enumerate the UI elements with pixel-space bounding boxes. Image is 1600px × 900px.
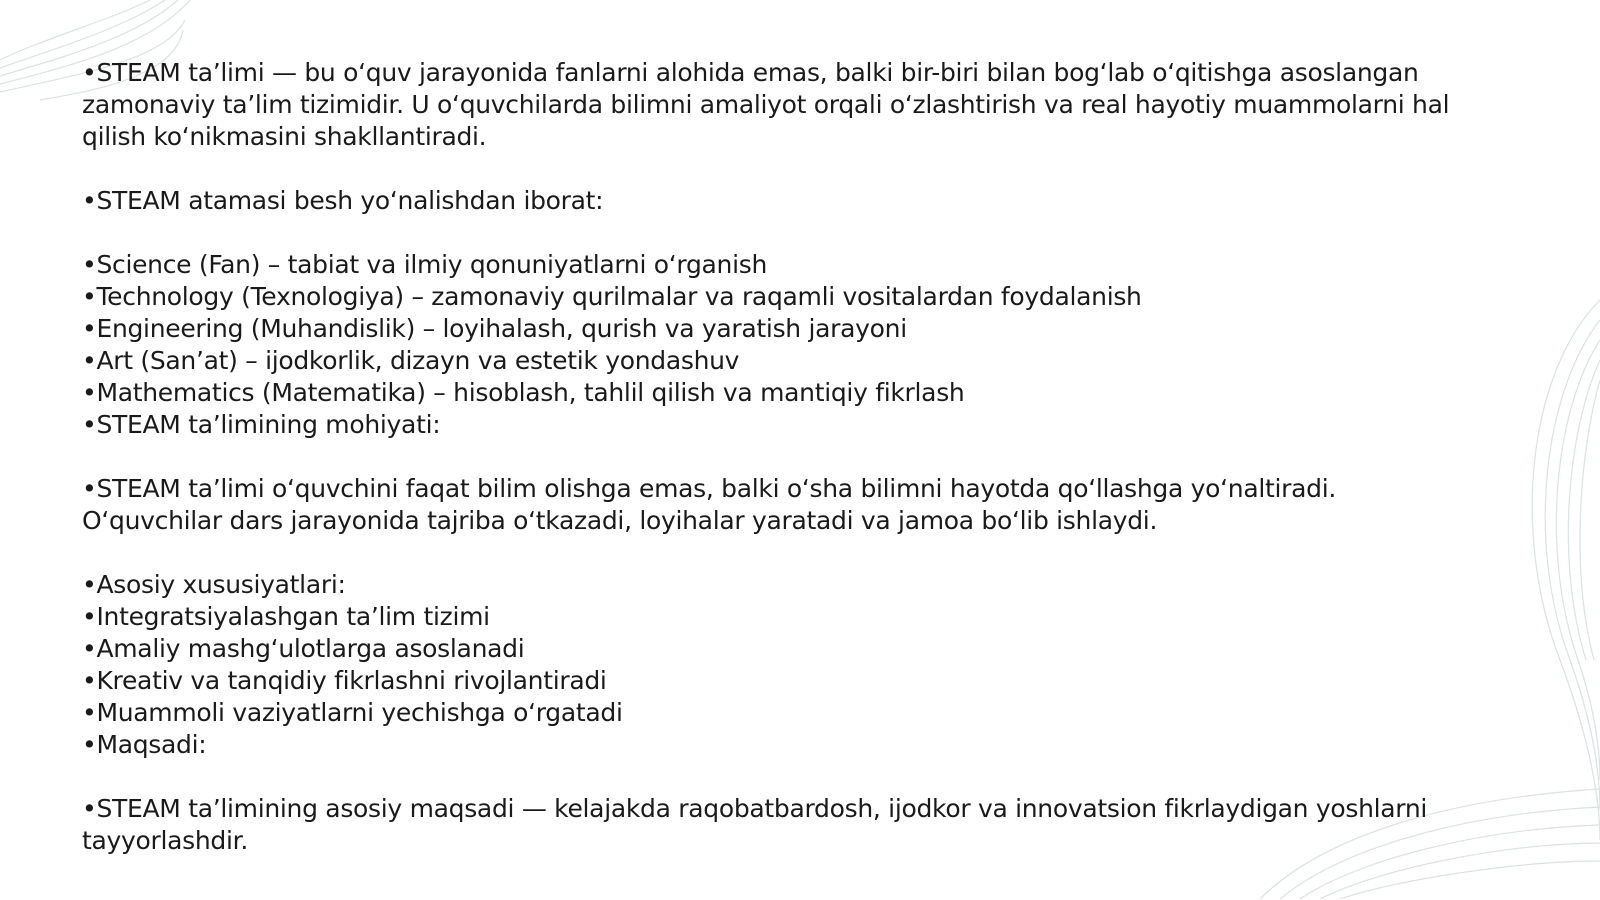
list-item: •Amaliy mashg‘ulotlarga asoslanadi [82, 634, 525, 663]
list-item: •Mathematics (Matematika) – hisoblash, tahlil qilish va mantiqiy fikrlash [82, 378, 965, 407]
essence-heading: •STEAM ta’limining mohiyati: [82, 410, 441, 439]
spacer [82, 217, 1522, 249]
goal-paragraph: •STEAM ta’limining asosiy maqsadi — kelajakda raqobatbardosh, ijodkor va innovatsion fikrlaydigan yoshlarni tayyorlashdir. [82, 794, 1428, 855]
components-heading: •STEAM atamasi besh yo‘nalishdan iborat: [82, 186, 604, 215]
features-heading: •Asosiy xususiyatlari: [82, 570, 346, 599]
list-item: •Science (Fan) – tabiat va ilmiy qonuniyatlarni o‘rganish [82, 250, 767, 279]
spacer [82, 761, 1522, 793]
list-item: •Engineering (Muhandislik) – loyihalash, qurish va yaratish jarayoni [82, 314, 907, 343]
spacer [82, 537, 1522, 569]
list-item: •Technology (Texnologiya) – zamonaviy qurilmalar va raqamli vositalardan foydalanish [82, 282, 1142, 311]
list-item: •Muammoli vaziyatlarni yechishga o‘rgatadi [82, 698, 623, 727]
intro-paragraph: •STEAM ta’limi — bu o‘quv jarayonida fanlarni alohida emas, balki bir-biri bilan bog‘lab o‘qitishga asoslangan zamonaviy ta’lim tizimidir. U o‘quvchilarda bilimni amaliyot orqali o‘zlashtirish va real hayotiy muammolarni hal qilish ko‘nikmasini shakllantiradi. [82, 58, 1450, 151]
list-item: •Kreativ va tanqidiy fikrlashni rivojlantiradi [82, 666, 607, 695]
goal-heading: •Maqsadi: [82, 730, 207, 759]
list-item: •Integratsiyalashgan ta’lim tizimi [82, 602, 490, 631]
spacer [82, 441, 1522, 473]
essence-paragraph: •STEAM ta’limi o‘quvchini faqat bilim olishga emas, balki o‘sha bilimni hayotda qo‘llashga yo‘naltiradi. O‘quvchilar dars jarayonida tajriba o‘tkazadi, loyihalar yaratadi va jamoa bo‘lib ishlaydi. [82, 474, 1337, 535]
list-item: •Art (San’at) – ijodkorlik, dizayn va estetik yondashuv [82, 346, 740, 375]
slide-content [82, 57, 1522, 857]
spacer [82, 153, 1522, 185]
